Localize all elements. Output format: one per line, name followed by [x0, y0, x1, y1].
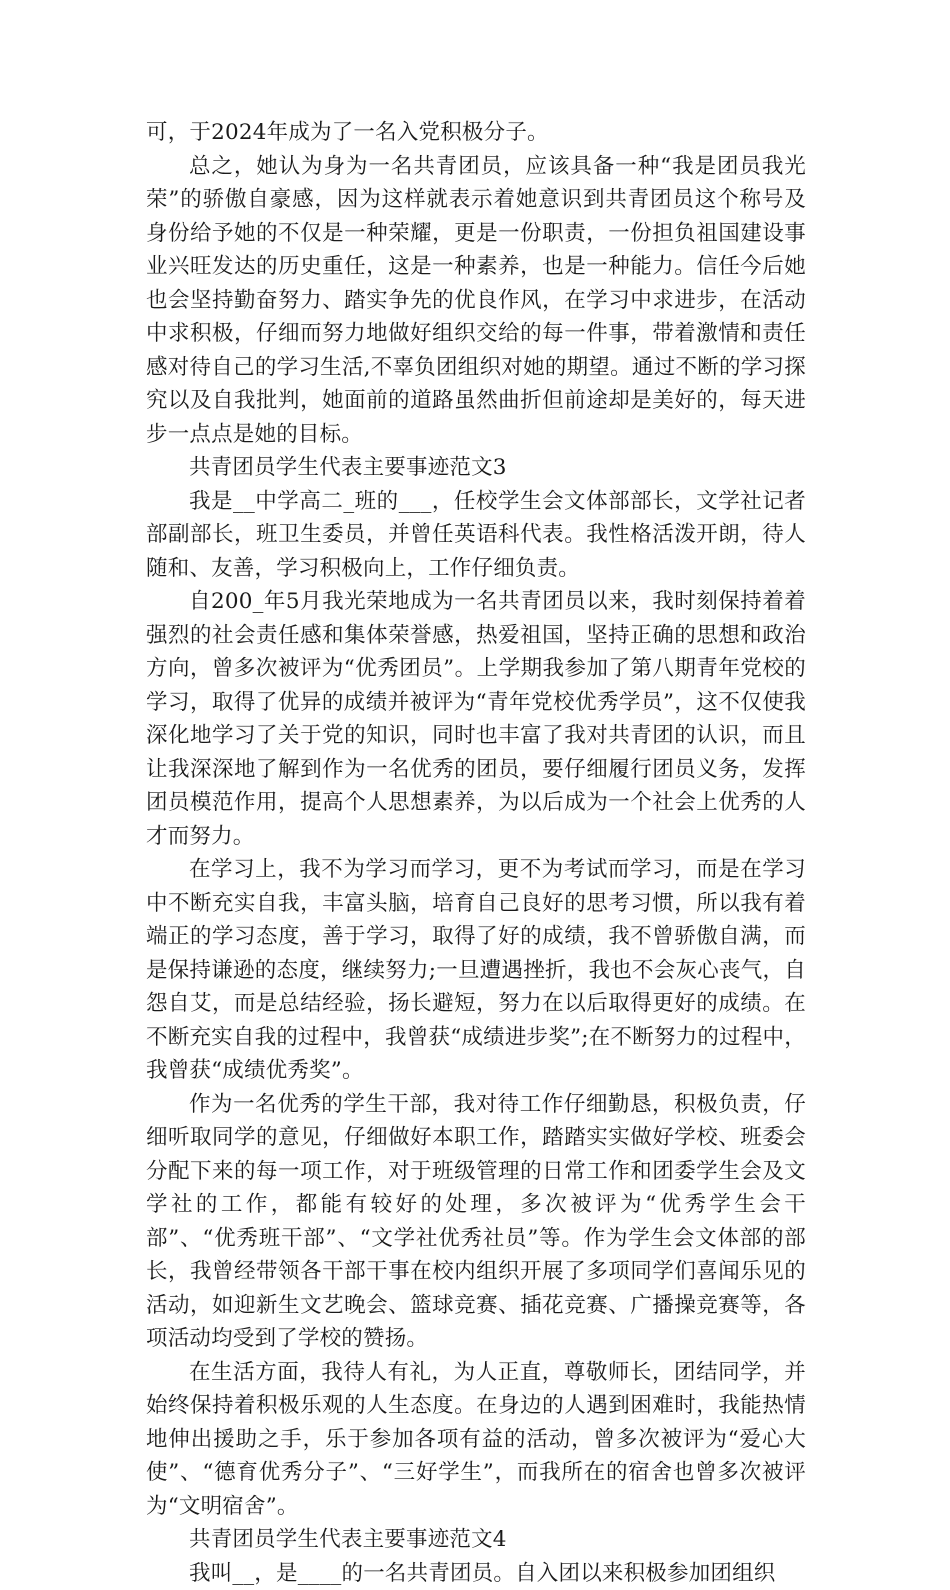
- section-heading: 共青团员学生代表主要事迹范文3: [146, 451, 806, 485]
- paragraph: 我叫__，是____的一名共青团员。自入团以来积极参加团组织: [146, 1557, 806, 1590]
- paragraph: 作为一名优秀的学生干部，我对待工作仔细勤恳，积极负责，仔细听取同学的意见，仔细做好本职工作，踏踏实实做好学校、班委会分配下来的每一项工作，对于班级管理的日常工作和团委学生会及文学社的工作，都能有较好的处理，多次被评为“优秀学生会干部”、“优秀班干部”、“文学社优秀社员”等。作为学生会文体部的部长，我曾经带领各干部干事在校内组织开展了多项同学们喜闻乐见的活动，如迎新生文艺晚会、篮球竞赛、插花竞赛、广播操竞赛等，各项活动均受到了学校的赞扬。: [146, 1088, 806, 1356]
- document-page: [146, 116, 806, 1590]
- paragraph: 在生活方面，我待人有礼，为人正直，尊敬师长，团结同学，并始终保持着积极乐观的人生态度。在身边的人遇到困难时，我能热情地伸出援助之手，乐于参加各项有益的活动，曾多次被评为“爱心大使”、“德育优秀分子”、“三好学生”，而我所在的宿舍也曾多次被评为“文明宿舍”。: [146, 1356, 806, 1524]
- paragraph: 总之，她认为身为一名共青团员，应该具备一种“我是团员我光荣”的骄傲自豪感，因为这样就表示着她意识到共青团员这个称号及身份给予她的不仅是一种荣耀，更是一份职责，一份担负祖国建设事业兴旺发达的历史重任，这是一种素养，也是一种能力。信任今后她也会坚持勤奋努力、踏实争先的优良作风，在学习中求进步，在活动中求积极，仔细而努力地做好组织交给的每一件事，带着激情和责任感对待自己的学习生活,不辜负团组织对她的期望。通过不断的学习探究以及自我批判，她面前的道路虽然曲折但前途却是美好的，每天进步一点点是她的目标。: [146, 150, 806, 452]
- paragraph: 我是__中学高二_班的___，任校学生会文体部部长，文学社记者部副部长，班卫生委员，并曾任英语科代表。我性格活泼开朗，待人随和、友善，学习积极向上，工作仔细负责。: [146, 485, 806, 586]
- paragraph: 在学习上，我不为学习而学习，更不为考试而学习，而是在学习中不断充实自我，丰富头脑，培育自己良好的思考习惯，所以我有着端正的学习态度，善于学习，取得了好的成绩，我不曾骄傲自满，而是保持谦逊的态度，继续努力;一旦遭遇挫折，我也不会灰心丧气，自怨自艾，而是总结经验，扬长避短，努力在以后取得更好的成绩。在不断充实自我的过程中，我曾获“成绩进步奖”;在不断努力的过程中，我曾获“成绩优秀奖”。: [146, 853, 806, 1088]
- paragraph-continuation: 可，于2024年成为了一名入党积极分子。: [146, 116, 806, 150]
- section-heading: 共青团员学生代表主要事迹范文4: [146, 1523, 806, 1557]
- paragraph: 自200_年5月我光荣地成为一名共青团员以来，我时刻保持着着强烈的社会责任感和集体荣誉感，热爱祖国，坚持正确的思想和政治方向，曾多次被评为“优秀团员”。上学期我参加了第八期青年党校的学习，取得了优异的成绩并被评为“青年党校优秀学员”，这不仅使我深化地学习了关于党的知识，同时也丰富了我对共青团的认识，而且让我深深地了解到作为一名优秀的团员，要仔细履行团员义务，发挥团员模范作用，提高个人思想素养，为以后成为一个社会上优秀的人才而努力。: [146, 585, 806, 853]
